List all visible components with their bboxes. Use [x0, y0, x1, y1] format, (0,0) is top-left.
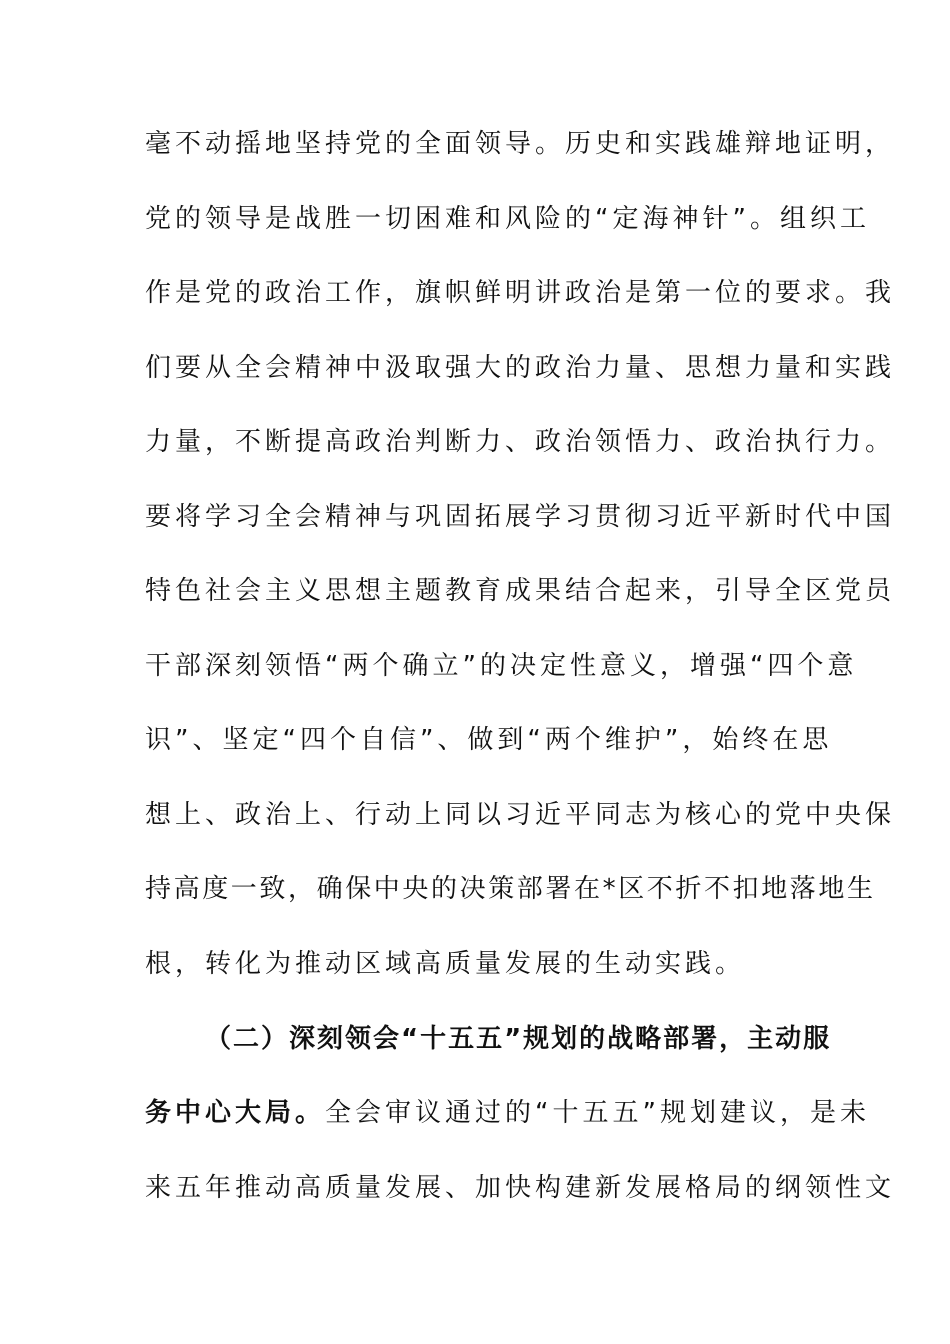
heading-continuation-line — [145, 1093, 870, 1133]
paragraph-line: 根，转化为推动区域高质量发展的生动实践。 — [145, 949, 746, 979]
paragraph-line: 想上、政治上、行动上同以习近平同志为核心的党中央保 — [145, 800, 896, 830]
paragraph-line: 毫不动摇地坚持党的全面领导。历史和实践雄辩地证明， — [145, 129, 896, 159]
paragraph-line: 们要从全会精神中汲取强大的政治力量、思想力量和实践 — [145, 353, 896, 383]
paragraph-line: 要将学习全会精神与巩固拓展学习贯彻习近平新时代中国 — [145, 502, 896, 532]
paragraph-line: 识”、坚定“四个自信”、做到“两个维护”，始终在思 — [145, 725, 833, 755]
paragraph-line: 干部深刻领悟“两个确立”的决定性意义，增强“四个意 — [145, 651, 858, 681]
paragraph-line: 作是党的政治工作，旗帜鲜明讲政治是第一位的要求。我 — [145, 278, 896, 308]
paragraph-line: 来五年推动高质量发展、加快构建新发展格局的纲领性文 — [145, 1173, 896, 1203]
section-heading-tail: 务中心大局。 — [145, 1098, 326, 1128]
paragraph-line: 力量，不断提高政治判断力、政治领悟力、政治执行力。 — [145, 427, 896, 457]
paragraph-line: 特色社会主义思想主题教育成果结合起来，引导全区党员 — [145, 576, 896, 606]
paragraph-line: 党的领导是战胜一切困难和风险的“定海神针”。组织工 — [145, 204, 870, 234]
section-heading: （二）深刻领会“十五五”规划的战略部署，主动服 — [205, 1024, 832, 1054]
paragraph-line: 持高度一致，确保中央的决策部署在*区不折不扣地落地生 — [145, 874, 876, 904]
paragraph-text: 全会审议通过的“十五五”规划建议，是未 — [325, 1098, 870, 1128]
